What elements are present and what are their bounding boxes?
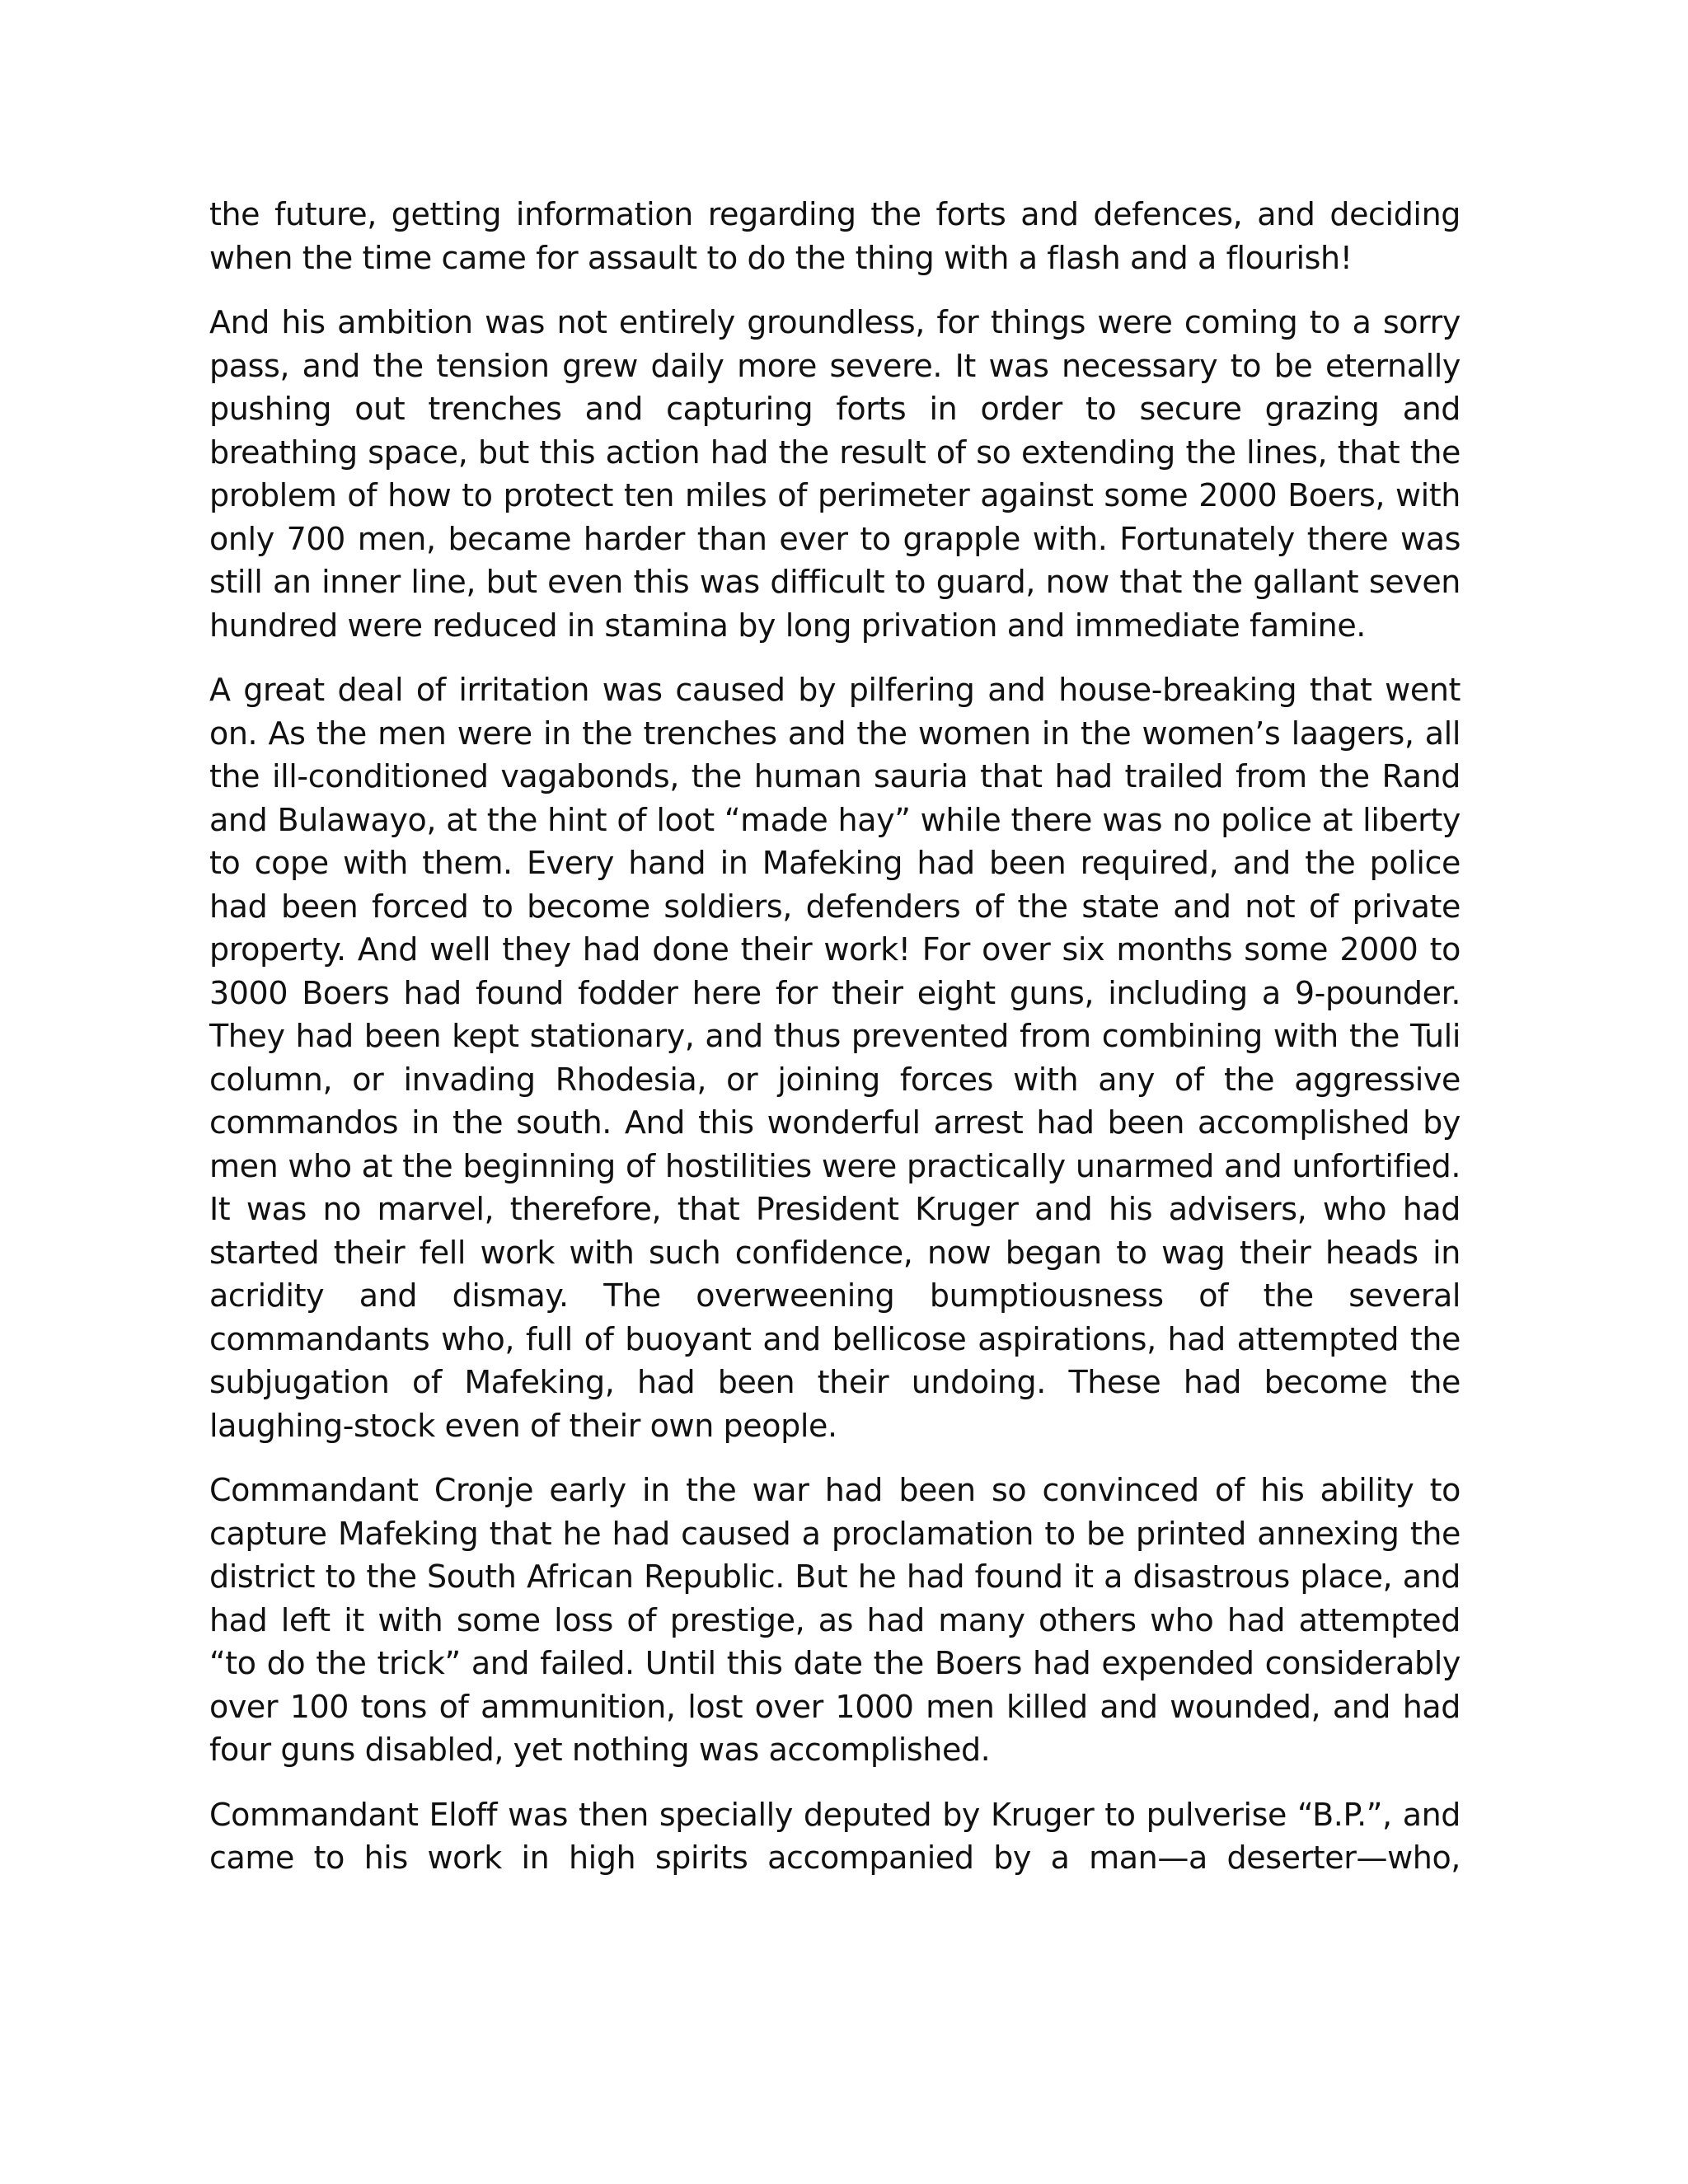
paragraph-1: the future, getting information regarding the forts and defences, and deciding when the time came for assault to do the thing with a flash and a flourish! xyxy=(209,196,1461,276)
paragraph-3: A great deal of irritation was caused by pilfering and house-breaking that went on. As the men were in the trenches and the women in the women’s laagers, all the ill-conditioned vagabonds, the human sauria that had trailed from the Rand and Bulawayo, at the hint of loot “made hay” while there was no police at liberty to cope with them. Every hand in Mafeking had been required, and the police had been forced to become soldiers, defenders of the state and not of private property. And well they had done their work! For over six months some 2000 to 3000 Boers had found fodder here for their eight guns, including a 9-pounder. They had been kept stationary, and thus prevented from combining with the Tuli column, or invading Rhodesia, or joining forces with any of the aggressive commandos in the south. And this wonderful arrest had been accomplished by men who at the beginning of hostilities were practically unarmed and unfortified. It was no marvel, therefore, that President Kruger and his advisers, who had started their fell work with such confidence, now began to wag their heads in acridity and dismay. The overweening bumptiousness of the several commandants who, full of buoyant and bellicose aspirations, had attempted the subjugation of Mafeking, had been their undoing. These had become the laughing-stock even of their own people. xyxy=(209,672,1461,1444)
page-body xyxy=(209,193,1461,1901)
paragraph-5: Commandant Eloff was then specially deputed by Kruger to pulverise “B.P.”, and came to his work in high spirits accompanied by a man—a deserter—who, xyxy=(209,1796,1461,1876)
paragraph-4: Commandant Cronje early in the war had been so convinced of his ability to capture Mafeking that he had caused a proclamation to be printed annexing the district to the South African Republic. But he had found it a disastrous place, and had left it with some loss of prestige, as had many others who had attempted “to do the trick” and failed. Until this date the Boers had expended considerably over 100 tons of ammunition, lost over 1000 men killed and wounded, and had four guns disabled, yet nothing was accomplished. xyxy=(209,1472,1461,1768)
paragraph-2: And his ambition was not entirely groundless, for things were coming to a sorry pass, and the tension grew daily more severe. It was necessary to be eternally pushing out trenches and capturing forts in order to secure grazing and breathing space, but this action had the result of so extending the lines, that the problem of how to protect ten miles of perimeter against some 2000 Boers, with only 700 men, became harder than ever to grapple with. Fortunately there was still an inner line, but even this was difficult to guard, now that the gallant seven hundred were reduced in stamina by long privation and immediate famine. xyxy=(209,304,1461,644)
